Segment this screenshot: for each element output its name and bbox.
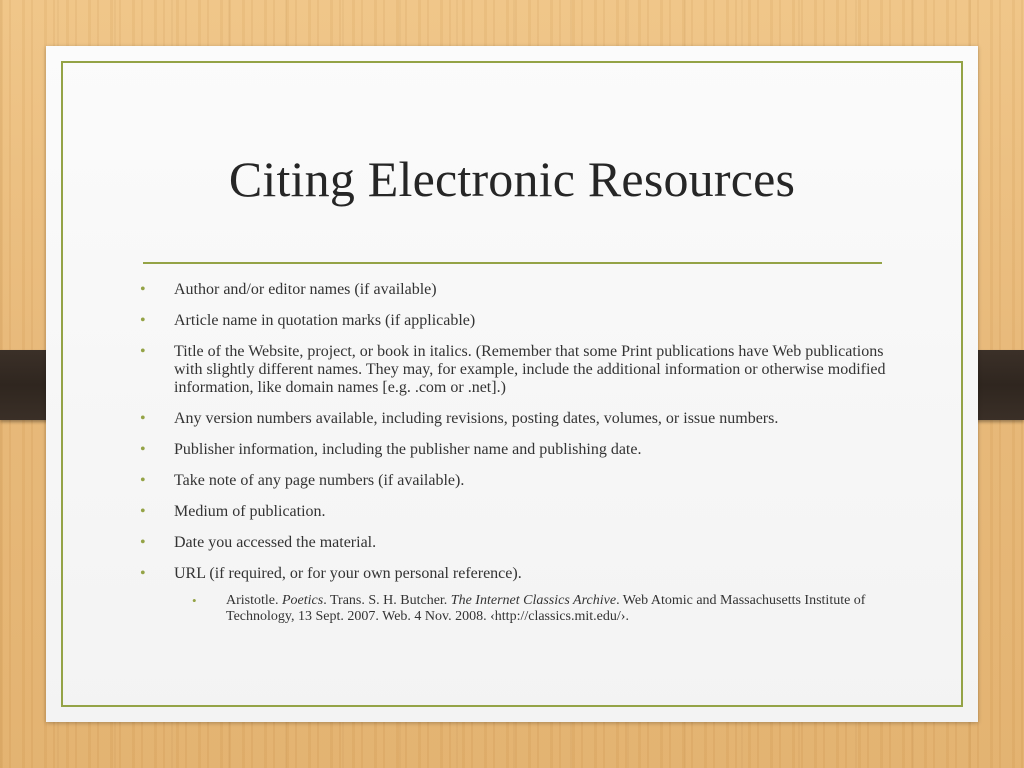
title-divider	[143, 262, 882, 264]
list-item-text: Publisher information, including the publisher name and publishing date.	[174, 441, 642, 458]
list-item-text: URL (if required, or for your own personal reference).	[174, 565, 522, 582]
citation-author: Aristotle.	[226, 593, 282, 608]
list-item-text: Date you accessed the material.	[174, 534, 377, 551]
citation-details: . Web Atomic and Massachusetts Institute of Technology, 13 Sept. 2007. Web. 4 Nov. 2008. ‹http://classics.mit.edu/›.	[226, 593, 866, 624]
list-item-text: Take note of any page numbers (if available).	[174, 472, 465, 489]
list-item	[140, 343, 890, 397]
list-item	[140, 312, 890, 330]
list-item-text: Title of the Website, project, or book in italics. (Remember that some Print publications have Web publications with slightly different names. They may, for example, include the additional information or otherwise modified information, like domain names [e.g. .com or .net].)	[174, 343, 886, 396]
bullet-icon: •	[140, 472, 146, 489]
bullet-icon: •	[140, 312, 146, 329]
bullet-icon: •	[140, 565, 146, 582]
example-citation	[192, 593, 890, 625]
list-item	[140, 281, 890, 299]
slide-title: Citing Electronic Resources	[228, 151, 796, 207]
citation-site-title: The Internet Classics Archive	[450, 593, 617, 608]
list-item-text: Medium of publication.	[174, 503, 326, 520]
bullet-list	[140, 281, 890, 625]
citation-translator: . Trans. S. H. Butcher.	[323, 593, 451, 608]
list-item	[140, 441, 890, 459]
list-item	[140, 472, 890, 490]
list-item-text: Any version numbers available, including revisions, posting dates, volumes, or issue numbers.	[174, 410, 779, 427]
bullet-icon: •	[140, 503, 146, 520]
bullet-icon: •	[192, 593, 197, 608]
bullet-icon: •	[140, 343, 146, 360]
bullet-icon: •	[140, 534, 146, 551]
list-item-text: Article name in quotation marks (if applicable)	[174, 312, 476, 329]
bullet-icon: •	[140, 410, 146, 427]
list-item	[140, 503, 890, 521]
citation-work-title: Poetics	[282, 593, 324, 608]
list-item-text: Author and/or editor names (if available)	[174, 281, 437, 298]
list-item	[140, 410, 890, 428]
bullet-icon: •	[140, 441, 146, 458]
bullet-icon: •	[140, 281, 146, 298]
list-item	[140, 534, 890, 552]
list-item	[140, 565, 890, 583]
